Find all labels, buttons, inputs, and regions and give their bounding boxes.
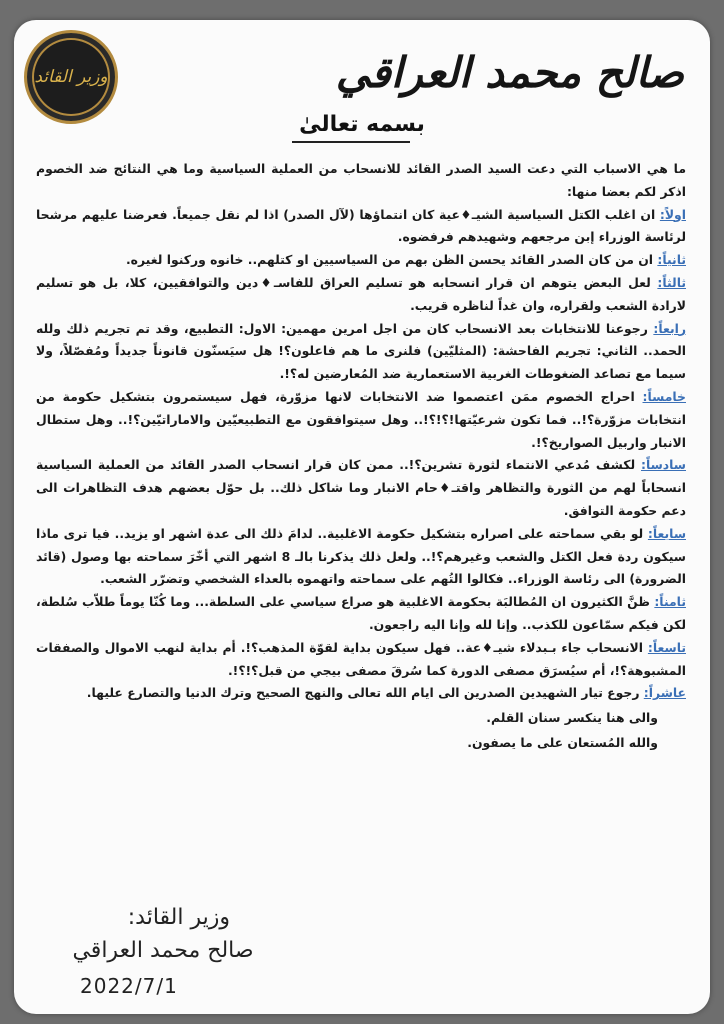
closing-line-1: والى هنا ينكسر سنان القلم.	[486, 710, 658, 726]
intro-paragraph: ما هي الاسباب التي دعت السيد الصدر القائد للانسحاب من العملية السياسية وما هي النتائج ضد الخصوم اذكر لكم بعضا منها:	[36, 161, 686, 199]
seal-text: وزير القائد	[34, 67, 108, 87]
statement-body	[36, 158, 686, 755]
point-text: احراج الخصوم ممَن اعتصموا ضد الانتخابات لانها مزوّرة، فهل سيستمرون بتشكيل حكومة من انتخابات مزوّرة؟!.. فما تكون شرعيّتها!؟!؟!.. وهل سيتوافقون مع التطبيعيّين والاماراتيّين؟!.. وهل ستطال الانبار واربيل الصواريخ؟!.	[36, 388, 686, 450]
point-text: رجوعنا للانتخابات بعد الانسحاب كان من اجل امرين مهمين: الاول: التطبيع، وقد تم تجريم ذلك ولله الحمد.. الثاني: تجريم الفاحشة: (المثليّين) فلنرى ما هم فاعلون؟! هل سيَسنّون قانوناً جديداً ومُفصّلاً، ولا سيما مع تصاعد الضغوطات الغربية الاستعمارية ضد المُعارضين له؟!.	[36, 320, 686, 382]
signer-name: صالح محمد العراقي	[72, 938, 254, 963]
point-9	[36, 637, 686, 683]
point-label: رابعاً:	[653, 320, 686, 336]
point-label: ثامناً:	[654, 594, 686, 610]
point-label: سابعاً:	[647, 525, 686, 541]
closing-line-2: والله المُستعان على ما يصفون.	[467, 734, 658, 750]
document-date: 2022/7/1	[80, 974, 178, 998]
point-text: لو بقي سماحته على اصراره بتشكيل حكومة الاغلبية.. لدامَ ذلك الى عدة اشهر او يزيد.. فيا ترى ماذا سيكون ردة فعل الكتل والشعب وغيرهم؟!.. ولعل ذلك يذكرنا بالـ 8 اشهر التي أخّرَ سماحته بها وصول (قائد الضرورة) الى رئاسة الوزراء.. فكالوا التُهم على سماحته واتهموه بالعداء الشخصي وتضرّر الشعب.	[36, 525, 686, 587]
point-4	[36, 318, 686, 386]
point-7	[36, 523, 686, 591]
point-1	[36, 204, 686, 250]
point-label: عاشراً:	[643, 685, 686, 701]
point-text: الانسحاب جاء بـبدلاء شيـ♦عة.. فهل سيكون بداية لقوّة المذهب؟!. أم بداية لنهب الاموال والصفقات المشبوهة؟!، أم سيُسرَق مصفى الدورة كما سُرقَ مصفى بيجي من قبل؟!؟!.	[36, 639, 686, 678]
point-text: ان من كان الصدر القائد يحسن الظن بهم من السياسيين او كتلهم.. خانوه وركنوا لغيره.	[125, 252, 658, 268]
signature-block	[58, 902, 268, 968]
point-label: سادساً:	[641, 457, 686, 473]
signer-role: وزير القائد:	[127, 905, 230, 930]
point-10	[36, 682, 686, 705]
point-label: اولاً:	[659, 206, 686, 222]
point-text: ان اغلب الكتل السياسية الشيـ♦عية كان انتماؤها (لآل الصدر) اذا لم نقل جميعاً. فعرضنا عليهم مرشحا لرئاسة الوزراء إبن مرجعهم وشهيدهم فرفضوه.	[36, 206, 686, 245]
title-underline	[292, 141, 410, 143]
point-label: خامساً:	[642, 388, 686, 404]
minister-seal-logo	[24, 30, 118, 124]
point-label: ثانياً:	[657, 252, 686, 268]
point-label: تاسعاً:	[647, 639, 686, 655]
point-text: لكشف مُدعي الانتماء لثورة تشرين؟!.. ممن كان قرار انسحاب الصدر القائد من العملية السياسية انسحاباً لهم من الثورة والتظاهر واقتـ♦حام الانبار وما شاكل ذلك.. بل حوّل بعضهم هدف التظاهرات الى دعم حكومة التوافق.	[36, 457, 686, 518]
point-text: رجوع تيار الشهيدين الصدرين الى ايام الله تعالى والنهج الصحيح وترك الدنيا والتصارع عليها.	[86, 685, 644, 701]
point-8	[36, 591, 686, 637]
point-2	[36, 249, 686, 272]
point-label: ثالثاً:	[657, 274, 686, 290]
page-title: بسمه تعالىٰ	[299, 112, 425, 137]
point-3	[36, 272, 686, 318]
point-text: ظنَّ الكثيرون ان المُطالبَة بحكومة الاغلبية هو صراع سياسي على السلطة... وما كُنّا يوماً طلاّب سُلطة، لكن فيكم سمّاعون للكذب.. وإنا لله وإنا اليه راجعون.	[36, 594, 686, 632]
calligraphy-signature: صالح محمد العراقي	[335, 48, 684, 97]
point-text: لعل البعض يتوهم ان قرار انسحابه هو تسليم العراق للفاسـ♦دين والتوافقيين، كلا، بل هو تسليم لارادة الشعب ولقراره، وان غداً لناظره قريب.	[36, 274, 686, 313]
point-6	[36, 454, 686, 522]
point-5	[36, 386, 686, 454]
